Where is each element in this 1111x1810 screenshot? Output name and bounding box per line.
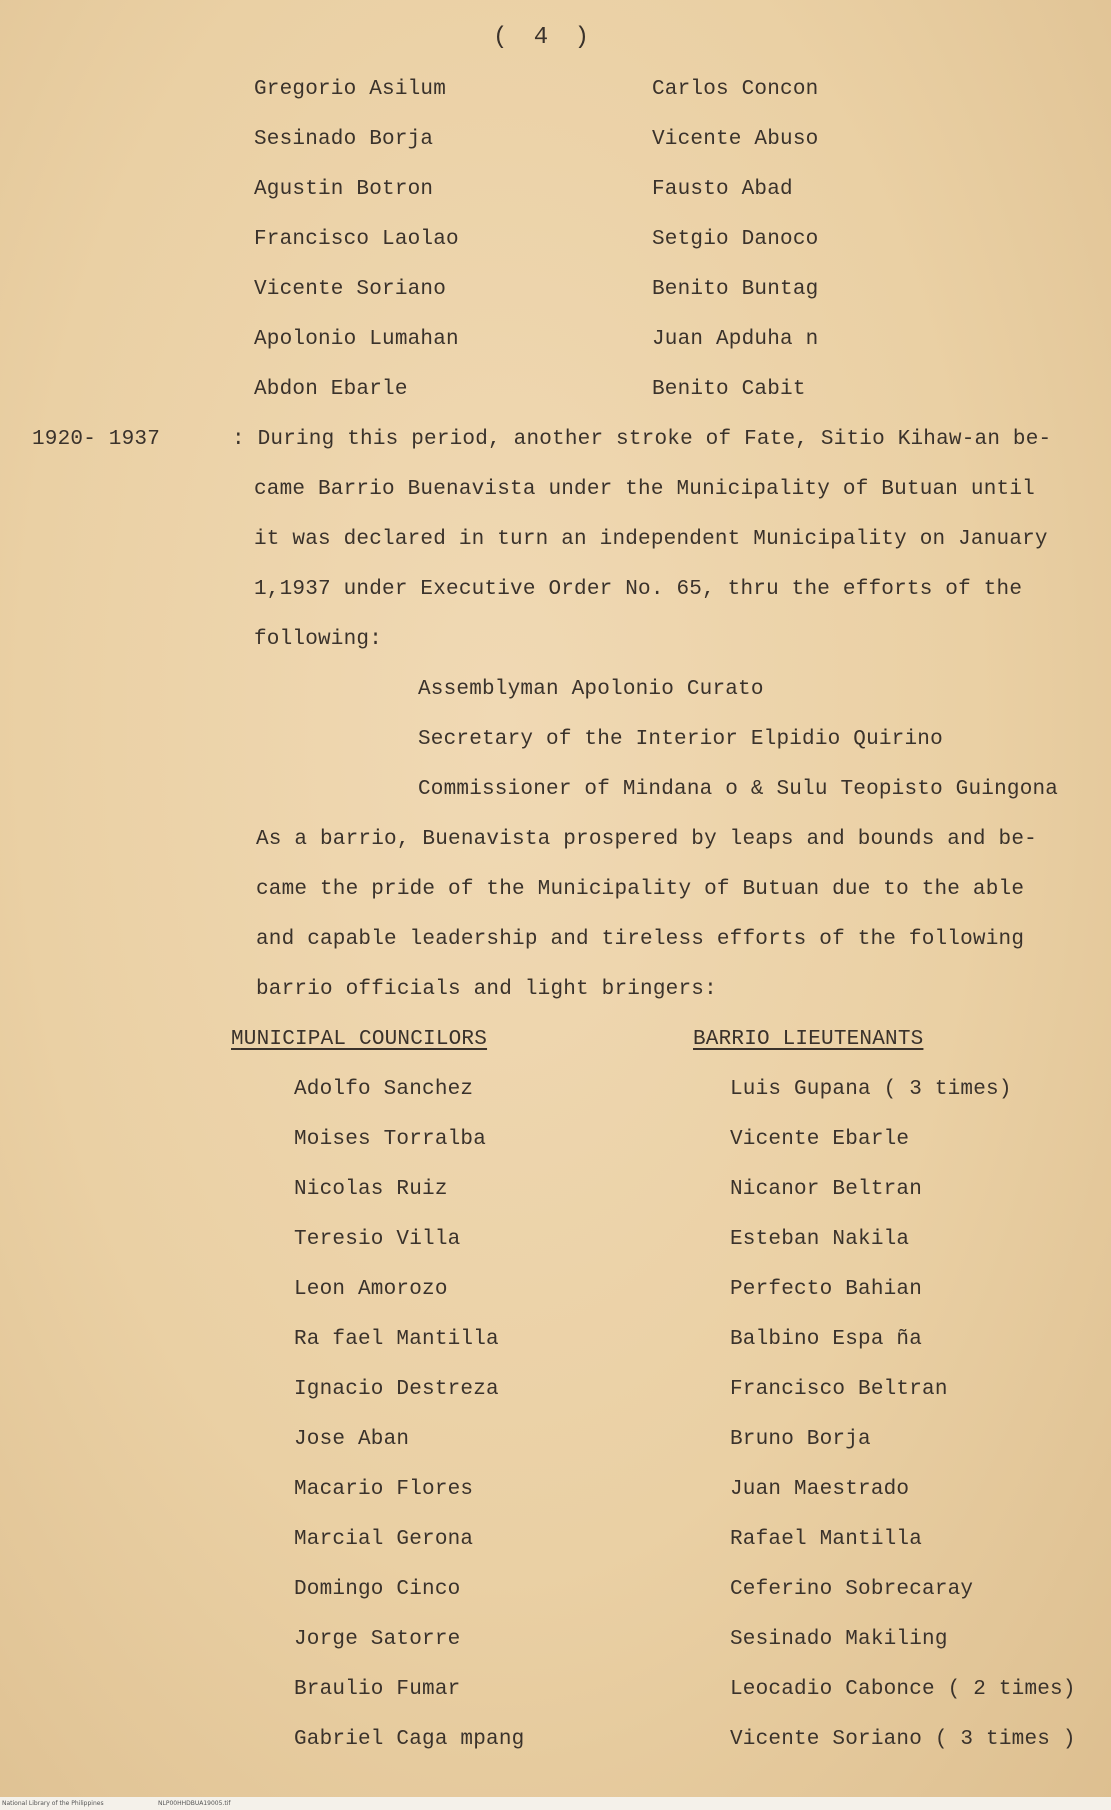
councilor-name: Domingo Cinco — [294, 1578, 461, 1601]
founder-name: Sesinado Borja — [254, 128, 434, 151]
councilor-name: Leon Amorozo — [294, 1278, 448, 1301]
lieutenant-name: Ceferino Sobrecaray — [730, 1578, 974, 1601]
lieutenant-name: Nicanor Beltran — [730, 1178, 923, 1201]
period-line: it was declared in turn an independent Municipality on January — [254, 528, 1048, 551]
founder-name: Fausto Abad — [652, 178, 793, 201]
founder-name: Juan Apduha n — [652, 328, 819, 351]
period-line: came Barrio Buenavista under the Municipality of Butuan until — [254, 478, 1035, 501]
official-name: Commissioner of Mindana o & Sulu Teopisto Guingona — [418, 778, 1059, 801]
founder-name: Francisco Laolao — [254, 228, 459, 251]
paragraph-line: and capable leadership and tireless efforts of the following — [256, 928, 1025, 951]
period-line: following: — [254, 628, 383, 651]
lieutenant-name: Rafael Mantilla — [730, 1528, 923, 1551]
councilor-name: Marcial Gerona — [294, 1528, 474, 1551]
founder-name: Gregorio Asilum — [254, 78, 447, 101]
founder-name: Vicente Soriano — [254, 278, 447, 301]
councilor-name: Gabriel Caga mpang — [294, 1728, 525, 1751]
paragraph-line: As a barrio, Buenavista prospered by leaps and bounds and be- — [256, 828, 1037, 851]
period-line: : During this period, another stroke of Fate, Sitio Kihaw-an be- — [232, 428, 1052, 451]
lieutenant-name: Bruno Borja — [730, 1428, 871, 1451]
councilor-name: Braulio Fumar — [294, 1678, 461, 1701]
paragraph-line: came the pride of the Municipality of Butuan due to the able — [256, 878, 1025, 901]
lieutenant-name: Perfecto Bahian — [730, 1278, 923, 1301]
lieutenant-name: Francisco Beltran — [730, 1378, 948, 1401]
footer-filename: NLP00HHDBUA19005.tif — [158, 1800, 231, 1807]
period-label: 1920- 1937 — [32, 428, 161, 451]
founder-name: Abdon Ebarle — [254, 378, 408, 401]
lieutenant-name: Vicente Soriano ( 3 times ) — [730, 1728, 1076, 1751]
period-line: 1,1937 under Executive Order No. 65, thru the efforts of the — [254, 578, 1023, 601]
lieutenant-name: Balbino Espa ña — [730, 1328, 923, 1351]
founder-name: Benito Cabit — [652, 378, 806, 401]
lieutenant-name: Esteban Nakila — [730, 1228, 910, 1251]
paragraph-line: barrio officials and light bringers: — [256, 978, 717, 1001]
lieutenant-name: Sesinado Makiling — [730, 1628, 948, 1651]
councilor-name: Jorge Satorre — [294, 1628, 461, 1651]
footer-source: National Library of the Philippines — [2, 1800, 104, 1807]
councilor-name: Moises Torralba — [294, 1128, 487, 1151]
lieutenant-name: Leocadio Cabonce ( 2 times) — [730, 1678, 1076, 1701]
lieutenant-name: Juan Maestrado — [730, 1478, 910, 1501]
councilor-name: Adolfo Sanchez — [294, 1078, 474, 1101]
founder-name: Agustin Botron — [254, 178, 434, 201]
councilors-heading: MUNICIPAL COUNCILORS — [231, 1028, 488, 1051]
lieutenant-name: Vicente Ebarle — [730, 1128, 910, 1151]
founder-name: Apolonio Lumahan — [254, 328, 459, 351]
lieutenant-name: Luis Gupana ( 3 times) — [730, 1078, 1012, 1101]
councilor-name: Nicolas Ruiz — [294, 1178, 448, 1201]
founder-name: Vicente Abuso — [652, 128, 819, 151]
lieutenants-heading: BARRIO LIEUTENANTS — [693, 1028, 924, 1051]
councilor-name: Macario Flores — [294, 1478, 474, 1501]
official-name: Secretary of the Interior Elpidio Quirino — [418, 728, 943, 751]
founder-name: Carlos Concon — [652, 78, 819, 101]
founder-name: Benito Buntag — [652, 278, 819, 301]
councilor-name: Teresio Villa — [294, 1228, 461, 1251]
founder-name: Setgio Danoco — [652, 228, 819, 251]
councilor-name: Ignacio Destreza — [294, 1378, 499, 1401]
councilor-name: Ra fael Mantilla — [294, 1328, 499, 1351]
councilor-name: Jose Aban — [294, 1428, 410, 1451]
scan-footer — [0, 1797, 1111, 1810]
page-number: ( 4 ) — [493, 24, 596, 51]
official-name: Assemblyman Apolonio Curato — [418, 678, 764, 701]
